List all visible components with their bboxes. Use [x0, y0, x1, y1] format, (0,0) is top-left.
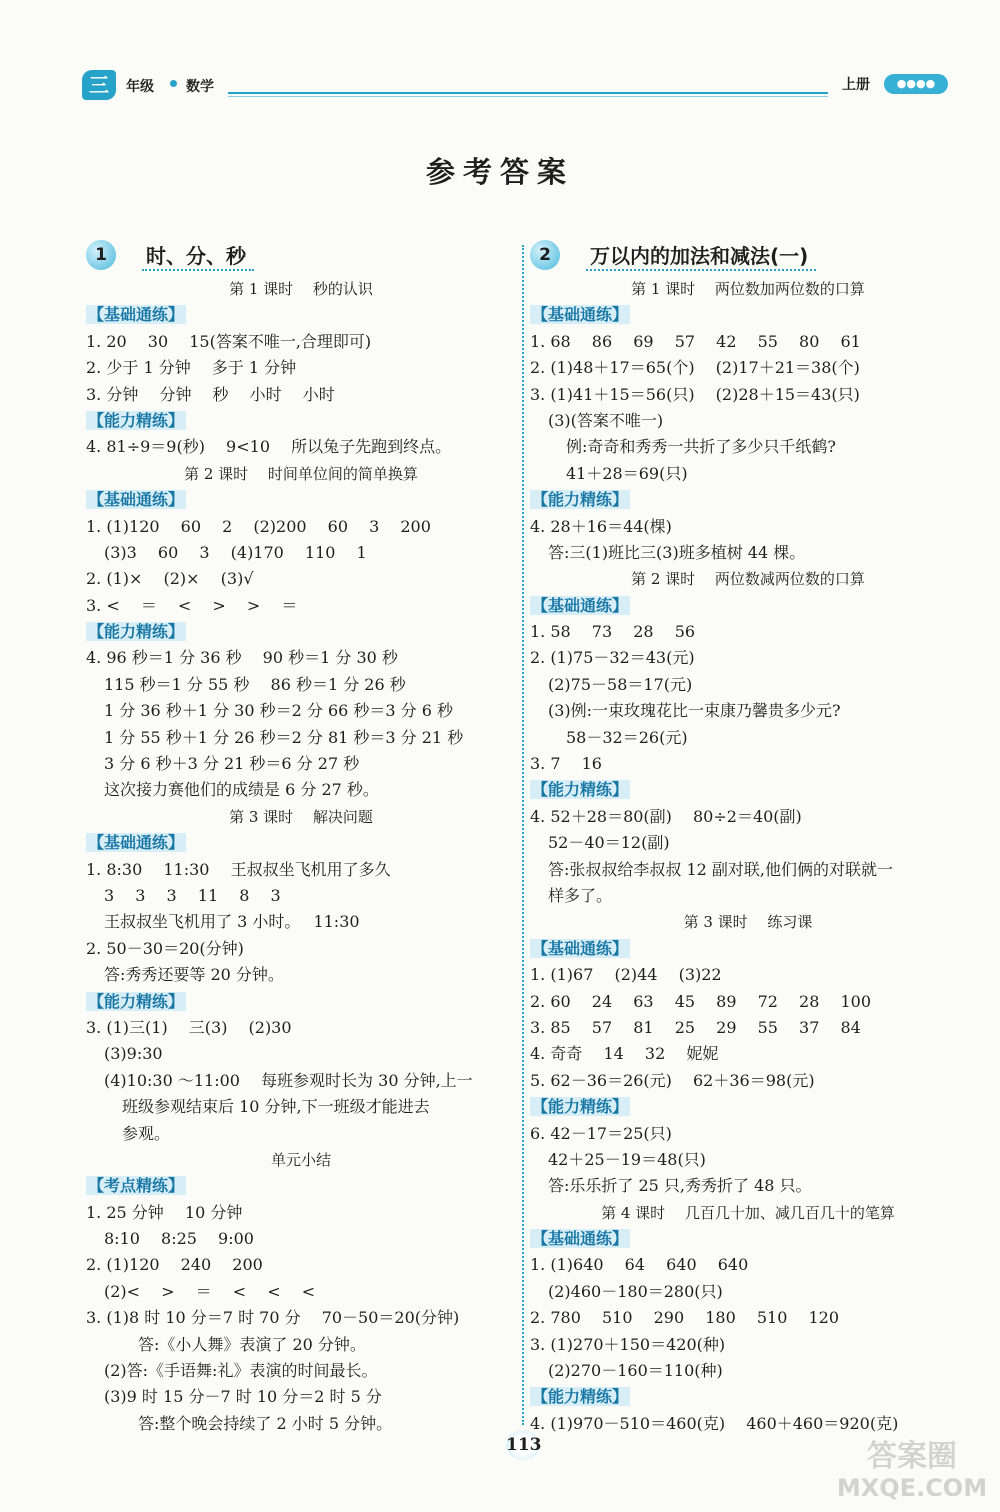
- section-label-text: 【能力精练】: [532, 490, 629, 510]
- unit-number-badge: 1: [86, 240, 116, 270]
- answer-line: 3. 85 57 81 25 29 55 37 84: [530, 1017, 861, 1037]
- answer-line: 答:三(1)班比三(3)班多植树 44 棵。: [548, 542, 806, 562]
- unit-title: 时、分、秒: [142, 240, 254, 271]
- answer-line: 参观。: [122, 1123, 171, 1143]
- answer-line: 例:奇奇和秀秀一共折了多少只千纸鹤?: [566, 437, 836, 457]
- answer-line: 3. (1)270＋150＝420(种): [530, 1334, 726, 1354]
- answer-line: 2. (1)× (2)× (3)√: [86, 569, 254, 589]
- section-label-text: 【能力精练】: [532, 780, 629, 800]
- section-label: [86, 487, 516, 513]
- lesson-title: 单元小结: [270, 1150, 331, 1169]
- answer-line: 3. 7 16: [530, 754, 602, 774]
- header-rule: [228, 92, 828, 94]
- answer-line: 答:整个晚会持续了 2 小时 5 分钟。: [138, 1413, 393, 1433]
- header-rule-thin: [228, 96, 828, 97]
- answer-column-right: [530, 238, 966, 1437]
- answer-line: 2. 60 24 63 45 89 72 28 100: [530, 991, 872, 1011]
- answer-line: 1. 68 86 69 57 42 55 80 61: [530, 331, 861, 351]
- answer-line: 2. (1)48＋17＝65(个) (2)17＋21＝38(个): [530, 358, 860, 378]
- watermark-logo: [832, 1426, 992, 1506]
- section-label-text: 【能力精练】: [88, 622, 185, 642]
- section-label: [86, 302, 516, 328]
- section-label-text: 【基础通练】: [532, 1229, 629, 1249]
- answer-line: (3)9:30: [104, 1044, 163, 1064]
- section-label-text: 【基础通练】: [532, 595, 629, 615]
- watermark-top: 答案圈: [867, 1439, 957, 1474]
- answer-line: 1. 25 分钟 10 分钟: [86, 1202, 243, 1222]
- answer-line: 1 分 55 秒＋1 分 26 秒＝2 分 81 秒＝3 分 21 秒: [104, 727, 464, 747]
- section-label: [86, 408, 516, 434]
- answer-line: 4. 81÷9＝9(秒) 9<10 所以兔子先跑到终点。: [86, 437, 452, 457]
- section-label: [530, 1226, 966, 1252]
- answer-line: 52－40＝12(副): [548, 833, 670, 853]
- answer-line: 3 3 3 11 8 3: [104, 885, 281, 905]
- answer-line: 41＋28＝69(只): [566, 463, 688, 483]
- answer-line: (2)270－160＝110(种): [548, 1361, 723, 1381]
- answer-line: 1. 58 73 28 56: [530, 622, 696, 642]
- answer-line: 8:10 8:25 9:00: [104, 1229, 254, 1249]
- section-label: [530, 1384, 966, 1410]
- lesson-title: 第 1 课时 秒的认识: [229, 280, 373, 298]
- lesson-title: 第 3 课时 练习课: [683, 913, 813, 932]
- answer-line: 王叔叔坐飞机用了 3 小时。 11:30: [104, 912, 360, 932]
- section-label: [530, 936, 966, 962]
- lesson-title: 第 1 课时 两位数加两位数的口算: [631, 280, 865, 298]
- page-number: 113: [506, 1430, 540, 1460]
- answer-line: 样多了。: [548, 885, 613, 905]
- answer-line: 5. 62－36＝26(元) 62＋36＝98(元): [530, 1070, 815, 1090]
- answer-line: (2)460－180＝280(只): [548, 1281, 723, 1301]
- section-label: [86, 989, 516, 1015]
- answer-line: 4. 28＋16＝44(棵): [530, 516, 672, 536]
- answer-line: 1. 20 30 15(答案不唯一,合理即可): [86, 331, 372, 351]
- section-label-text: 【能力精练】: [532, 1097, 629, 1117]
- brand-logo: ●●●●: [884, 74, 948, 94]
- answer-line: 班级参观结束后 10 分钟,下一班级才能进去: [122, 1097, 430, 1117]
- answer-line: (3)3 60 3 (4)170 110 1: [104, 542, 367, 562]
- answer-line: 3. (1)8 时 10 分＝7 时 70 分 70－50＝20(分钟): [86, 1308, 460, 1328]
- subject-label: 数学: [186, 79, 214, 95]
- section-label-text: 【基础通练】: [88, 305, 185, 325]
- unit-heading: [86, 238, 516, 272]
- answer-line: 4. (1)970－510＝460(克) 460＋460＝920(克): [530, 1413, 899, 1433]
- section-label-text: 【基础通练】: [88, 833, 185, 853]
- watermark-bottom: MXQE.COM: [836, 1474, 988, 1502]
- answer-line: (3)例:一束玫瑰花比一束康乃馨贵多少元?: [548, 701, 841, 721]
- lesson-title: 第 2 课时 时间单位间的简单换算: [184, 464, 418, 483]
- answer-line: 答:乐乐折了 25 只,秀秀折了 48 只。: [548, 1176, 812, 1196]
- answer-line: 1. (1)120 60 2 (2)200 60 3 200: [86, 516, 431, 536]
- answer-line: (2)答:《手语舞:礼》表演的时间最长。: [104, 1361, 378, 1381]
- answer-line: 2. 少于 1 分钟 多于 1 分钟: [86, 358, 297, 378]
- column-divider: [522, 245, 524, 1425]
- section-label: [530, 487, 966, 513]
- answer-line: (3)(答案不唯一): [548, 410, 664, 430]
- answer-line: 3 分 6 秒＋3 分 21 秒＝6 分 27 秒: [104, 754, 360, 774]
- answer-line: (2)75－58＝17(元): [548, 674, 693, 694]
- answer-line: 3. 分钟 分钟 秒 小时 小时: [86, 384, 335, 404]
- section-label: [530, 302, 966, 328]
- answer-line: 1. (1)640 64 640 640: [530, 1255, 749, 1275]
- answer-line: (3)9 时 15 分－7 时 10 分＝2 时 5 分: [104, 1387, 382, 1407]
- answer-line: 2. 780 510 290 180 510 120: [530, 1308, 840, 1328]
- volume-label: 上册: [842, 77, 870, 93]
- answer-line: 1. (1)67 (2)44 (3)22: [530, 965, 722, 985]
- separator-dot-icon: [170, 80, 177, 87]
- answer-line: 4. 奇奇 14 32 妮妮: [530, 1044, 719, 1064]
- answer-line: 答:《小人舞》表演了 20 分钟。: [138, 1334, 366, 1354]
- section-label: [530, 1094, 966, 1120]
- section-label-text: 【考点精练】: [88, 1176, 185, 1196]
- answer-line: 1. 8:30 11:30 王叔叔坐飞机用了多久: [86, 859, 391, 879]
- unit-title: 万以内的加法和减法(一): [586, 240, 816, 271]
- section-label-text: 【基础通练】: [532, 305, 629, 325]
- unit-number-badge: 2: [530, 240, 560, 270]
- lesson-title: 第 4 课时 几百几十加、减几百几十的笔算: [601, 1203, 895, 1222]
- section-label: [530, 777, 966, 803]
- grade-badge: 三: [82, 70, 116, 100]
- answer-line: 3. < ＝ < > > ＝: [86, 595, 298, 615]
- answer-line: 42＋25－19＝48(只): [548, 1149, 706, 1169]
- answer-line: 4. 96 秒＝1 分 36 秒 90 秒＝1 分 30 秒: [86, 648, 398, 668]
- answer-line: 6. 42－17＝25(只): [530, 1123, 672, 1143]
- answer-line: 2. (1)75－32＝43(元): [530, 648, 695, 668]
- answer-line: 答:张叔叔给李叔叔 12 副对联,他们俩的对联就一: [548, 859, 894, 879]
- answer-line: 3. (1)41＋15＝56(只) (2)28＋15＝43(只): [530, 384, 860, 404]
- section-label-text: 【基础通练】: [532, 938, 629, 958]
- answer-line: 115 秒＝1 分 55 秒 86 秒＝1 分 26 秒: [104, 674, 406, 694]
- section-label: [86, 1173, 516, 1199]
- answer-line: (4)10:30 ～11:00 每班参观时长为 30 分钟,上一: [104, 1070, 473, 1090]
- answer-line: 2. (1)120 240 200: [86, 1255, 263, 1275]
- unit-heading: [530, 238, 966, 272]
- grade-label: 年级: [126, 79, 154, 95]
- answer-line: 58－32＝26(元): [566, 727, 688, 747]
- answer-line: 3. (1)三(1) 三(3) (2)30: [86, 1017, 292, 1037]
- section-label-text: 【能力精练】: [532, 1387, 629, 1407]
- section-label: [86, 619, 516, 645]
- lesson-title: 第 3 课时 解决问题: [229, 807, 373, 826]
- answer-line: 1 分 36 秒＋1 分 30 秒＝2 分 66 秒＝3 分 6 秒: [104, 701, 454, 721]
- section-label-text: 【能力精练】: [88, 410, 185, 430]
- lesson-title: 第 2 课时 两位数减两位数的口算: [631, 570, 865, 589]
- answer-line: 2. 50－30＝20(分钟): [86, 938, 244, 958]
- answer-line: 这次接力赛他们的成绩是 6 分 27 秒。: [104, 780, 379, 800]
- section-label: [86, 830, 516, 856]
- answer-line: 4. 52＋28＝80(副) 80÷2＝40(副): [530, 806, 802, 826]
- answer-line: (2)< > ＝ < < <: [104, 1281, 316, 1301]
- page-header: [82, 70, 952, 104]
- section-label-text: 【基础通练】: [88, 490, 185, 510]
- page-title: 参考答案: [425, 155, 574, 189]
- answer-column-left: [86, 238, 516, 1437]
- answer-line: 答:秀秀还要等 20 分钟。: [104, 965, 284, 985]
- section-label-text: 【能力精练】: [88, 991, 185, 1011]
- section-label: [530, 593, 966, 619]
